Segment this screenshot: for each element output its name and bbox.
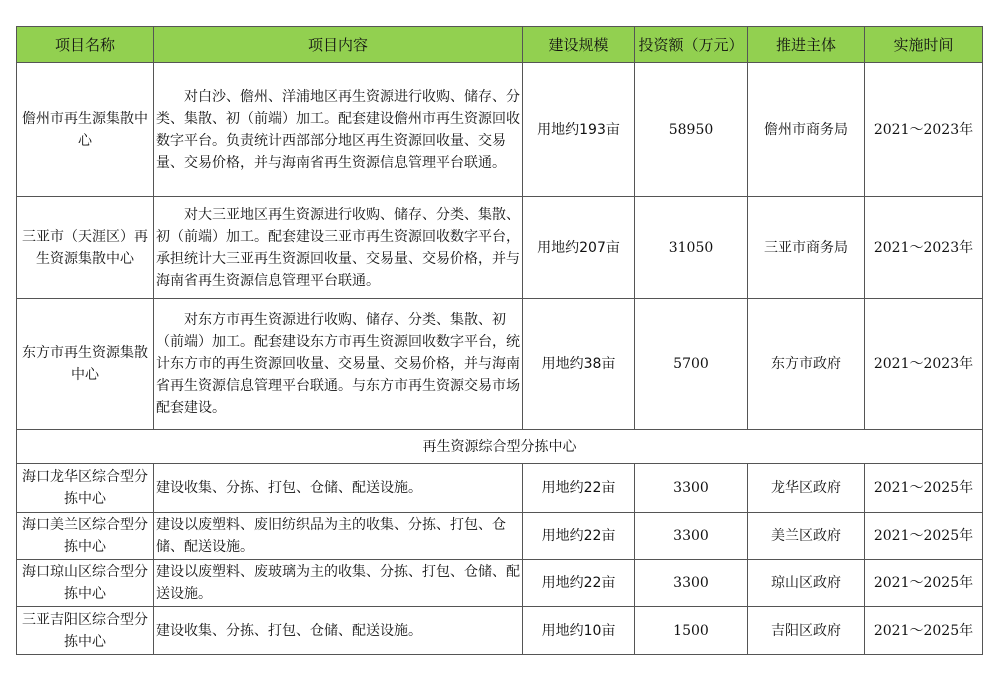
cell-name: 海口龙华区综合型分拣中心	[17, 464, 154, 513]
cell-investment: 3300	[635, 513, 748, 560]
cell-time: 2021～2023年	[865, 63, 983, 197]
cell-scale: 用地约22亩	[523, 560, 635, 607]
cell-content: 建设收集、分拣、打包、仓储、配送设施。	[154, 607, 523, 655]
cell-content	[154, 63, 523, 197]
cell-time: 2021～2023年	[865, 197, 983, 299]
cell-body: 三亚市商务局	[748, 197, 865, 299]
cell-name: 儋州市再生源集散中心	[17, 63, 154, 197]
cell-time: 2021～2025年	[865, 513, 983, 560]
cell-time: 2021～2025年	[865, 560, 983, 607]
table-row	[17, 299, 983, 430]
cell-content	[154, 299, 523, 430]
cell-scale: 用地约10亩	[523, 607, 635, 655]
cell-body: 琼山区政府	[748, 560, 865, 607]
cell-content: 建设收集、分拣、打包、仓储、配送设施。	[154, 464, 523, 513]
cell-body: 吉阳区政府	[748, 607, 865, 655]
cell-investment: 5700	[635, 299, 748, 430]
cell-name: 海口琼山区综合型分拣中心	[17, 560, 154, 607]
cell-content: 建设以废塑料、废玻璃为主的收集、分拣、打包、仓储、配送设施。	[154, 560, 523, 607]
cell-name: 三亚吉阳区综合型分拣中心	[17, 607, 154, 655]
cell-investment: 58950	[635, 63, 748, 197]
section-title: 再生资源综合型分拣中心	[17, 430, 983, 464]
content-text: 对白沙、儋州、洋浦地区再生资源进行收购、储存、分类、集散、初（前端）加工。配套建设儋州市再生资源回收数字平台。负责统计西部部分地区再生资源回收量、交易量、交易价格，并与海南省再生资源信息管理平台联通。	[156, 88, 520, 171]
cell-investment: 3300	[635, 560, 748, 607]
content-text: 对大三亚地区再生资源进行收购、储存、分类、集散、初（前端）加工。配套建设三亚市再生资源回收数字平台，承担统计大三亚再生资源回收量、交易量、交易价格，并与海南省再生资源信息管理平台联通。	[156, 206, 520, 289]
table-row	[17, 464, 983, 513]
section-row	[17, 430, 983, 464]
content-text: 对东方市再生资源进行收购、储存、分类、集散、初（前端）加工。配套建设东方市再生资源回收数字平台，统计东方市的再生资源回收量、交易量、交易价格，并与海南省再生资源信息管理平台联通。与东方市再生资源交易市场配套建设。	[156, 312, 520, 416]
cell-investment: 3300	[635, 464, 748, 513]
cell-name: 东方市再生资源集散中心	[17, 299, 154, 430]
cell-scale: 用地约22亩	[523, 513, 635, 560]
cell-time: 2021～2025年	[865, 607, 983, 655]
cell-name: 三亚市（天涯区）再生资源集散中心	[17, 197, 154, 299]
header-row	[17, 27, 983, 63]
cell-time: 2021～2025年	[865, 464, 983, 513]
cell-scale: 用地约193亩	[523, 63, 635, 197]
cell-investment: 1500	[635, 607, 748, 655]
cell-scale: 用地约38亩	[523, 299, 635, 430]
table-row	[17, 513, 983, 560]
cell-name: 海口美兰区综合型分拣中心	[17, 513, 154, 560]
cell-body: 东方市政府	[748, 299, 865, 430]
header-project-content: 项目内容	[154, 27, 523, 63]
cell-body: 龙华区政府	[748, 464, 865, 513]
header-responsible-body: 推进主体	[748, 27, 865, 63]
cell-content: 建设以废塑料、废旧纺织品为主的收集、分拣、打包、仓储、配送设施。	[154, 513, 523, 560]
table-row	[17, 63, 983, 197]
cell-time: 2021～2023年	[865, 299, 983, 430]
table-row	[17, 607, 983, 655]
cell-content	[154, 197, 523, 299]
header-scale: 建设规模	[523, 27, 635, 63]
project-table	[16, 26, 983, 655]
table-row	[17, 197, 983, 299]
header-time: 实施时间	[865, 27, 983, 63]
cell-scale: 用地约22亩	[523, 464, 635, 513]
header-project-name: 项目名称	[17, 27, 154, 63]
cell-scale: 用地约207亩	[523, 197, 635, 299]
cell-body: 儋州市商务局	[748, 63, 865, 197]
cell-investment: 31050	[635, 197, 748, 299]
header-investment: 投资额（万元）	[635, 27, 748, 63]
table-row	[17, 560, 983, 607]
cell-body: 美兰区政府	[748, 513, 865, 560]
